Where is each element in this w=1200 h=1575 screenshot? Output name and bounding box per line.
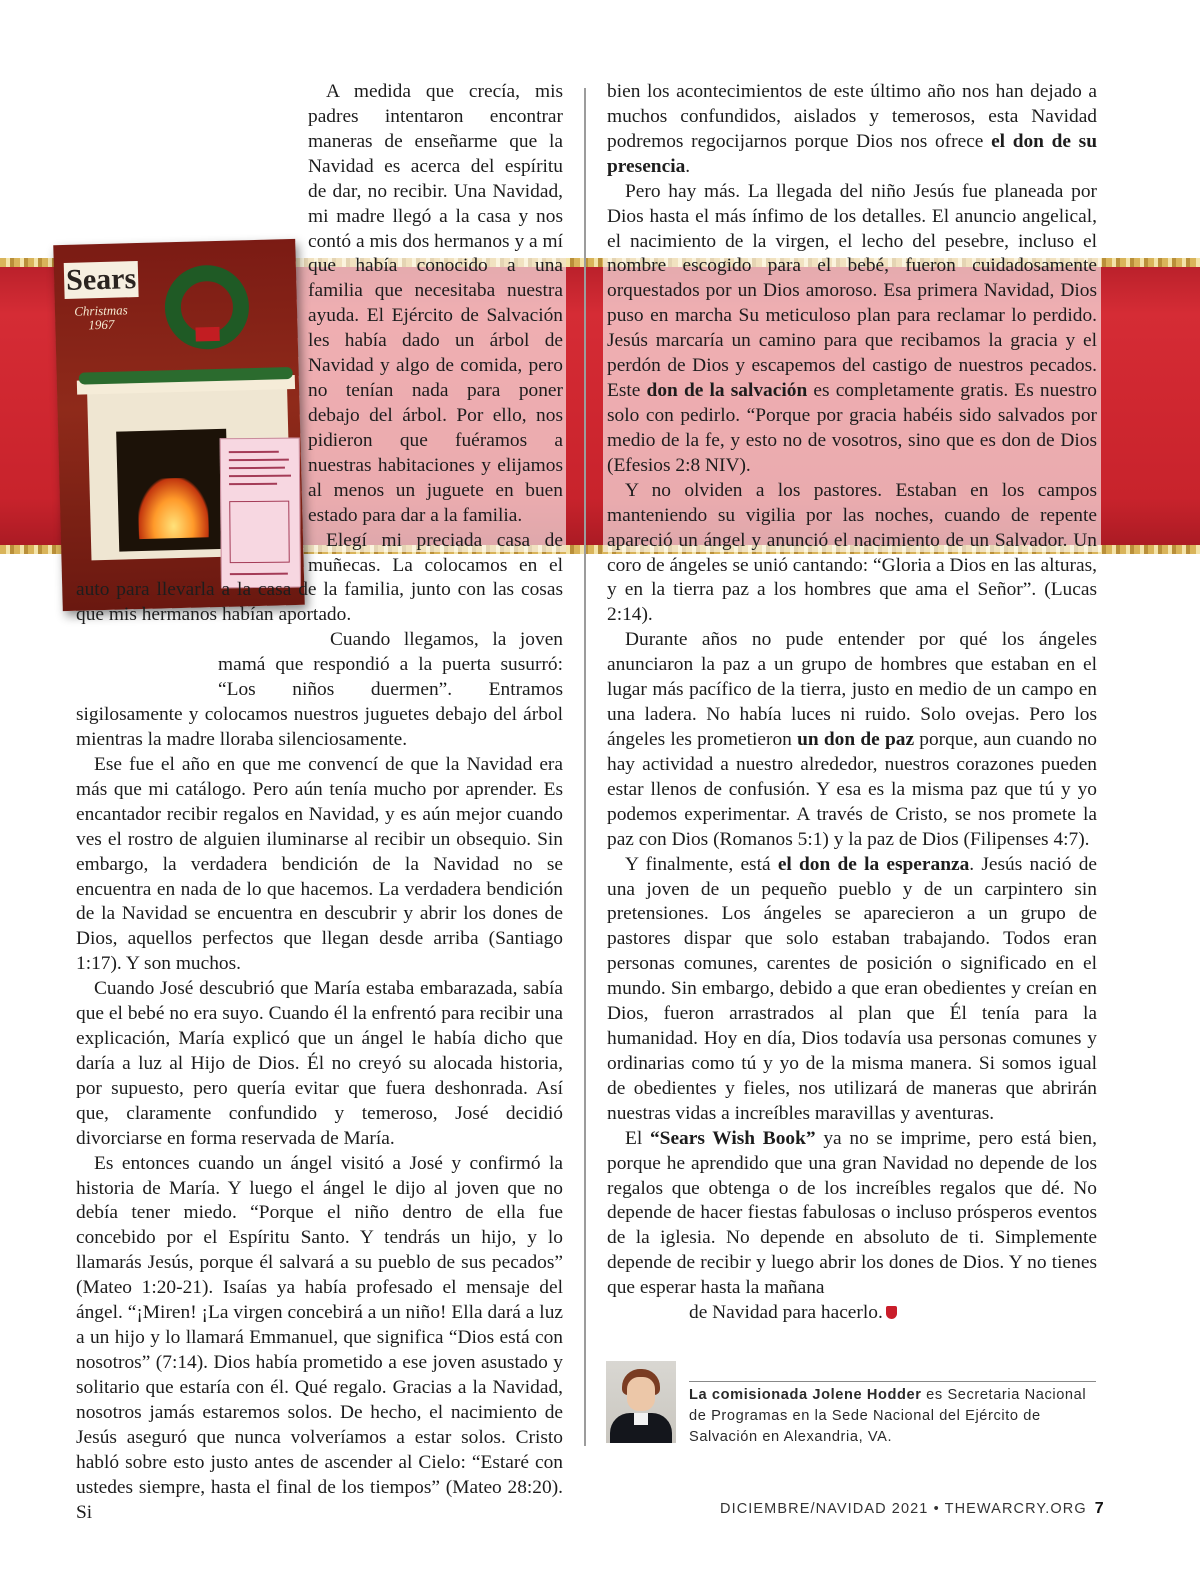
paragraph: Durante años no pude entender por qué los ángeles anunciaron la paz a un grupo de hombres que estaban en el lugar más pacífico de la tierra, justo en medio de un campo en una ladera. No había luces ni ruido. Solo ovejas. Pero los ángeles les prometieron un don de paz porque, aun cuando no hay actividad a nuestro alrededor, nuestros corazones pueden estar llenos de confusión. Y esa es la misma paz que tú y yo podemos experimentar. A través de Cristo, se nos promete la paz con Dios (Romanos 5:1) y la paz de Dios (Filipenses 4:7). — [607, 629, 1097, 850]
author-rule — [689, 1381, 1096, 1382]
catalog-subtitle: Christmas 1967 — [74, 302, 128, 333]
cover-wrap-spacer-2 — [76, 628, 218, 678]
author-description: es Secretaria Nacional de Programas en la Sede Nacional del Ejército de Salvación en Alexandria, VA. — [689, 1387, 1087, 1445]
paragraph: Y finalmente, está el don de la esperanza. Jesús nació de una joven de un pequeño pueblo y de un carpintero sin pretensiones. Los ángeles se aparecieron a un grupo de pastores dispar que solo estaban trabajando. Todos eran personas comunes, carentes de posición o significado en el mundo. Sin embargo, debido a que eran obedientes y creían en Dios, fueron arrastrados al plan que Él tenía para la humanidad. Hoy en día, Dios todavía usa personas comunes y ordinarias como tú y yo de la misma manera. Si somos igual de obedientes y fieles, nos utilizará de maneras que abrirán nuestras vidas a increíbles maravillas y aventuras. — [607, 853, 1097, 1124]
author-name: La comisionada Jolene Hodder — [689, 1387, 922, 1403]
paragraph: El “Sears Wish Book” ya no se imprime, pero está bien, porque he aprendido que una gran Navidad no depende de los regalos que obtenga o de los increíbles regalos que dé. No depende de hacer fiestas fabulosas o incluso prósperos eventos de la iglesia. No depende en absoluto de ti. Simplemente depende de recibir y luego abrir los dones de Dios. Y no tienes que esperar hasta la mañana — [607, 1127, 1097, 1299]
cover-wrap-spacer — [76, 230, 308, 560]
left-column — [76, 80, 563, 1525]
paragraph: Cuando llegamos, la joven mamá que respondió a la puerta susurró: “Los niños duermen”. Entramos sigilosamente y colocamos nuestros juguetes debajo del árbol mientras la madre lloraba silenciosamente. — [76, 629, 563, 750]
paragraph: Pero hay más. La llegada del niño Jesús fue planeada por Dios hasta el más ínfimo de los detalles. El anuncio angelical, el nacimiento de la virgen, el lecho del pesebre, incluso el nombre escogido para el bebé, fueron cuidadosamente orquestados por un Dios amoroso. Esa primera Navidad, Dios puso en marcha Su meticuloso plan para reclamar lo perdido. Jesús marcaría un camino para que recibamos la gracia y el perdón de Dios y escapemos del castigo de nuestros pecados. Este don de la salvación es completamente gratis. Es nuestro solo con pedirlo. “Porque por gracia habéis sido salvados por medio de la fe, y esto no de vosotros, sino que es don de Dios (Efesios 2:8 NIV). — [607, 180, 1097, 476]
column-divider — [584, 88, 586, 1446]
sears-logo: Sears — [64, 261, 139, 299]
paragraph: Ese fue el año en que me convencí de que la Navidad era más que mi catálogo. Pero aún tenía mucho por aprender. Es encantador recibir regalos en Navidad, y es aún mejor cuando ves el rostro de alguien iluminarse al recibir un obsequio. Sin embargo, la verdadera bendición de la Navidad no se encuentra en nada de lo que hacemos. La verdadera bendición de la Navidad se encuentra en descubrir y abrir los dones de Dios, aquellos perfectos que llegan desde arriba (Santiago 1:17). Y son muchos. — [76, 753, 563, 975]
paragraph: Y no olviden a los pastores. Estaban en los campos manteniendo su vigilia por las noches, cuando de repente apareció un ángel y anunció el nacimiento de un Salvador. Un coro de ángeles se unió cantando: “Gloria a Dios en las alturas, y en la tierra paz a los hombres que ama el Señor”. (Lucas 2:14). — [607, 479, 1097, 626]
paragraph: Es entonces cuando un ángel visitó a José y confirmó la historia de María. Y luego el ángel le dijo al joven que no debía tener miedo. “Porque el niño dentro de ella fue concebido por el Espíritu Santo. Y tendrás un hijo, y lo llamarás Jesús, porque él salvará a su pueblo de sus pecados” (Mateo 1:20-21). Isaías ya había profesado el mensaje del ángel. “¡Miren! ¡La virgen concebirá a un niño! Ella dará a luz a un hijo y lo llamará Emmanuel, que significa “Dios está con nosotros” (7:14). Dios había prometido a ese joven asustado y solitario que estaría con él. Qué regalo. Gracias a la Navidad, nosotros jamás estaremos solos. De hecho, el nacimiento de Jesús aseguró que nunca volveríamos a estar solos. Cristo habló sobre esto justo antes de ascender al Cielo: “Estaré con ustedes siempre, hasta el final de los tiempos” (Mateo 28:20). Si — [76, 1152, 563, 1523]
paragraph: Cuando José descubrió que María estaba embarazada, sabía que el bebé no era suyo. Cuando él la enfrentó para recibir una explicación, María explicó que un ángel le había dicho que daría a luz al Hijo de Dios. Él no creyó su alocada historia, por supuesto, pero quería evitar que fuera deshonrada. Así que, claramente confundido y temeroso, José decidió divorciarse en forma reservada de María. — [76, 978, 563, 1149]
shield-end-mark-icon — [886, 1306, 897, 1319]
paragraph: Elegí mi preciada casa de muñecas. La colocamos en el auto para llevarla a la casa de la familia, junto con las cosas que mis hermanos habían aportado. — [76, 529, 563, 626]
right-column — [607, 80, 1097, 1326]
bold-phrase: el don de su presencia — [607, 130, 1097, 177]
footer-issue: DICIEMBRE/NAVIDAD 2021 • THEWARCRY.ORG — [720, 1501, 1087, 1517]
bold-phrase: el don de la esperanza — [777, 853, 970, 875]
bold-phrase: don de la salvación — [646, 380, 808, 402]
paragraph-last-line: de Navidad para hacerlo. — [607, 1301, 1097, 1326]
paragraph: A medida que crecía, mis padres intentaron encontrar maneras de enseñarme que la Navidad es acerca del espíritu de dar, no recibir. Una Navidad, mi madre llegó a la casa y nos contó a mis dos hermanos y a mí que había conocido a una familia que necesitaba nuestra ayuda. El Ejército de Salvación les había dado un árbol de Navidad y algo de comida, pero no tenían nada para poner debajo del árbol. Por ello, nos pidieron que fuéramos a nuestras habitaciones y elijamos al menos un juguete en buen estado para dar a la familia. — [308, 81, 563, 526]
bold-phrase: un don de paz — [797, 728, 915, 750]
author-bio — [689, 1385, 1099, 1448]
page-footer — [720, 1500, 1120, 1518]
author-photo — [606, 1361, 676, 1443]
paragraph: bien los acontecimientos de este último año nos han dejado a muchos confundidos, aislados y temerosos, esta Navidad podremos regocijarnos porque Dios nos ofrece el don de su presencia. — [607, 81, 1097, 177]
page-number: 7 — [1094, 1500, 1105, 1517]
bold-phrase: “Sears Wish Book” — [649, 1127, 816, 1149]
